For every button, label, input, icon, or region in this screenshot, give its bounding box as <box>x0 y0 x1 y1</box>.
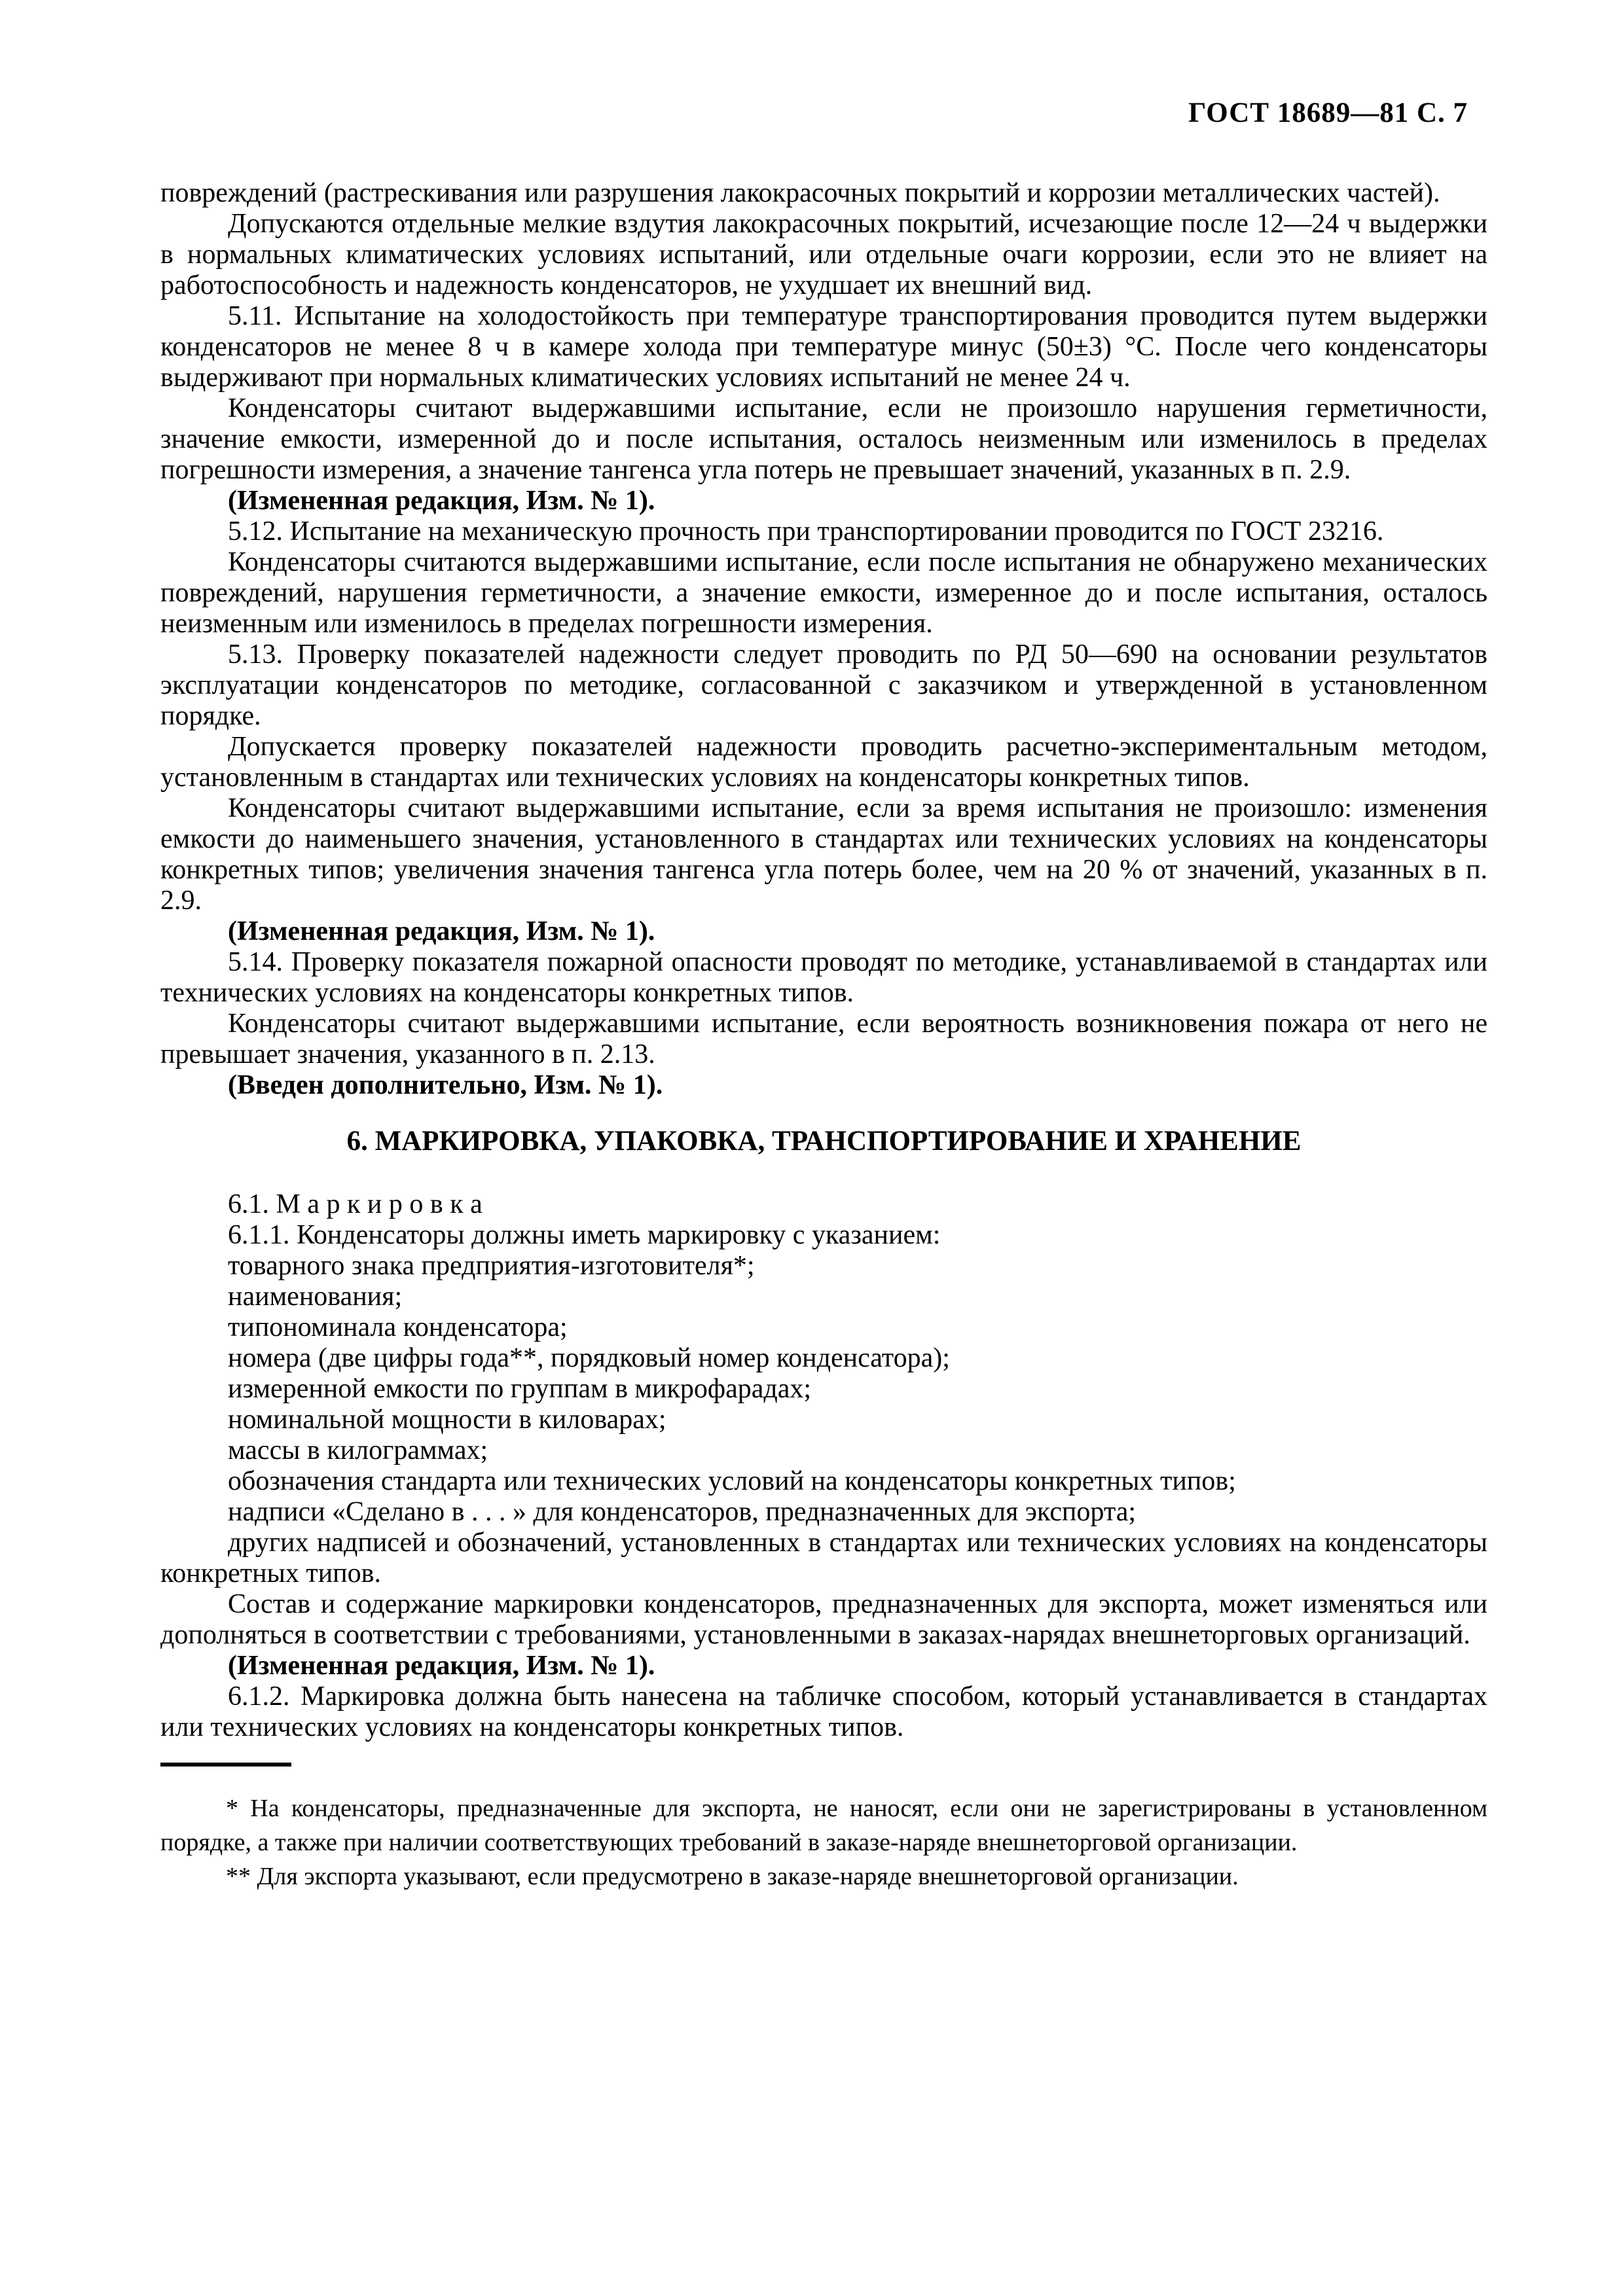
clause-5-12: 5.12. Испытание на механическую прочность при транспортировании проводится по ГОСТ 23216. <box>228 516 1384 547</box>
clause-6-1-2: 6.1.2. Маркировка должна быть нанесена на табличке способом, который устанавливается в стандартах или технических условиях на конденсаторы конкретных типов. <box>160 1681 1487 1742</box>
marking-list-item: других надписей и обозначений, установленных в стандартах или технических условиях на конденсаторы конкретных типов. <box>160 1528 1487 1588</box>
clause-paragraph: Конденсаторы считают выдержавшими испытание, если за время испытания не произошло: изменения емкости до наименьшего значения, установленного в стандартах или технических условиях на конденсаторы конкретных типов; увеличения значения тангенса угла потерь более, чем на 20 % от значений, указанных в п. 2.9. <box>160 793 1487 916</box>
clause-paragraph: Состав и содержание маркировки конденсаторов, предназначенных для экспорта, может изменяться или дополняться в соответствии с требованиями, установленными в заказах-нарядах внешнеторговых организаций. <box>160 1589 1487 1650</box>
subsection-6-1-title: 6.1. М а р к и р о в к а <box>228 1189 483 1219</box>
amendment-note: (Измененная редакция, Изм. № 1). <box>228 486 655 516</box>
clause-paragraph: Конденсаторы считают выдержавшими испытание, если вероятность возникновения пожара от него не превышает значения, указанного в п. 2.13. <box>160 1009 1487 1069</box>
marking-list-item: номера (две цифры года**, порядковый номер конденсатора); <box>228 1343 950 1373</box>
marking-list-item: обозначения стандарта или технических условий на конденсаторы конкретных типов; <box>228 1466 1236 1496</box>
marking-list-item: измеренной емкости по группам в микрофарадах; <box>228 1374 812 1404</box>
marking-list-item: типономинала конденсатора; <box>228 1312 568 1342</box>
clause-5-14: 5.14. Проверку показателя пожарной опасности проводят по методике, устанавливаемой в стандартах или технических условиях на конденсаторы конкретных типов. <box>160 947 1487 1008</box>
amendment-note: (Введен дополнительно, Изм. № 1). <box>228 1070 663 1100</box>
clause-6-1-1: 6.1.1. Конденсаторы должны иметь маркировку с указанием: <box>228 1220 941 1250</box>
clause-paragraph: Допускается проверку показателей надежности проводить расчетно-экспериментальным методом, установленным в стандартах или технических условиях на конденсаторы конкретных типов. <box>160 732 1487 793</box>
clause-5-13: 5.13. Проверку показателей надежности следует проводить по РД 50—690 на основании результатов эксплуатации конденсаторов по методике, согласованной с заказчиком и утвержденной в установленном порядке. <box>160 639 1487 731</box>
footnote-block <box>160 1763 1487 1893</box>
clause-paragraph: Конденсаторы считают выдержавшими испытание, если не произошло нарушения герметичности, значение емкости, измеренной до и после испытания, осталось неизменным или изменилось в пределах погрешности измерения, а значение тангенса угла потерь не превышает значений, указанных в п. 2.9. <box>160 393 1487 485</box>
clause-paragraph: Конденсаторы считаются выдержавшими испытание, если после испытания не обнаружено механических повреждений, нарушения герметичности, а значение емкости, измеренное до и после испытания, осталось неизменным или изменилось в пределах погрешности измерения. <box>160 547 1487 639</box>
continued-paragraph: повреждений (растрескивания или разрушения лакокрасочных покрытий и коррозии металлических частей). <box>160 178 1440 208</box>
page-header-ref: ГОСТ 18689—81 С. 7 <box>1188 98 1468 128</box>
footnote-divider <box>160 1763 291 1767</box>
marking-list-item: надписи «Сделано в . . . » для конденсаторов, предназначенных для экспорта; <box>228 1497 1137 1527</box>
marking-list-item: наименования; <box>228 1282 403 1312</box>
clause-paragraph: Допускаются отдельные мелкие вздутия лакокрасочных покрытий, исчезающие после 12—24 ч выдержки в нормальных климатических условиях испытаний, или отдельные очаги коррозии, если это не влияет на работоспособность и надежность конденсаторов, не ухудшает их внешний вид. <box>160 209 1487 300</box>
footnote-1: * На конденсаторы, предназначенные для экспорта, не наносят, если они не зарегистрированы в установленном порядке, а также при наличии соответствующих требований в заказе-наряде внешнеторговой организации. <box>160 1795 1487 1856</box>
amendment-note: (Измененная редакция, Изм. № 1). <box>228 916 655 946</box>
amendment-note: (Измененная редакция, Изм. № 1). <box>228 1651 655 1681</box>
clause-5-11: 5.11. Испытание на холодостойкость при температуре транспортирования проводится путем выдержки конденсаторов не менее 8 ч в камере холода при температуре минус (50±3) °С. После чего конденсаторы выдерживают при нормальных климатических условиях испытаний не менее 24 ч. <box>160 301 1487 393</box>
footnote-2: ** Для экспорта указывают, если предусмотрено в заказе-наряде внешнеторговой организации. <box>226 1863 1239 1890</box>
marking-list-item: товарного знака предприятия-изготовителя*; <box>228 1251 755 1281</box>
marking-list-item: массы в килограммах; <box>228 1435 488 1465</box>
text-column <box>160 178 1487 1893</box>
section-6-heading: 6. МАРКИРОВКА, УПАКОВКА, ТРАНСПОРТИРОВАНИЕ И ХРАНЕНИЕ <box>346 1126 1302 1157</box>
marking-list-item: номинальной мощности в киловарах; <box>228 1405 666 1435</box>
